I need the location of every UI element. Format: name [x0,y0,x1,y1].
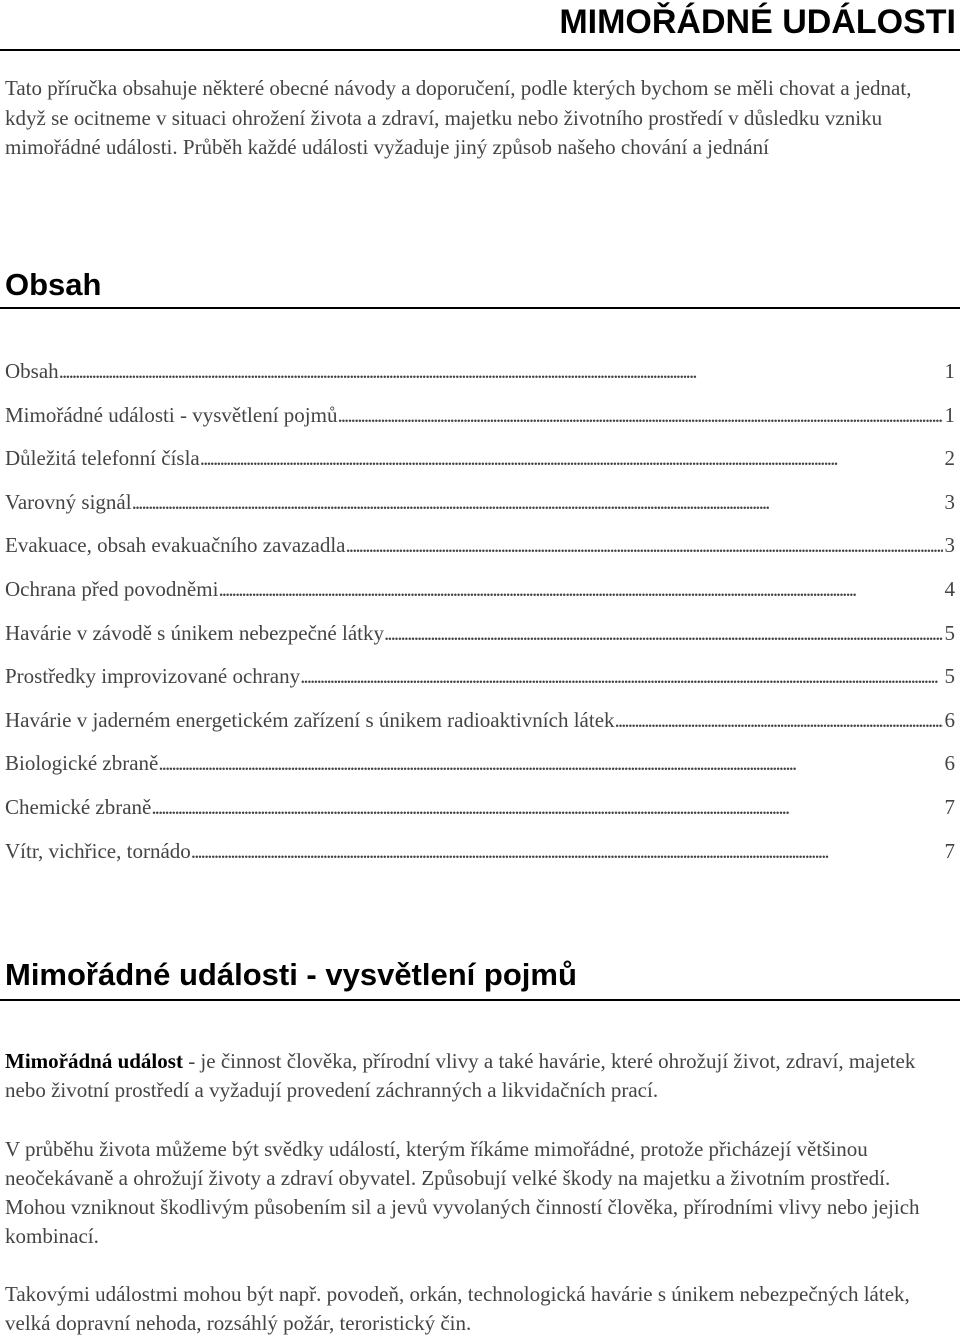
toc-heading-divider [0,307,960,309]
document-title: MIMOŘÁDNÉ UDÁLOSTI [559,3,956,41]
toc-item-leader [151,792,942,822]
toc-item[interactable] [5,661,955,705]
toc-item-page: 6 [944,751,955,776]
toc-item[interactable] [5,792,955,836]
toc-item-label: Havárie v závodě s únikem nebezpečné látky [5,620,384,645]
toc-item-page: 3 [944,533,955,558]
toc-item-label: Biologické zbraně [5,751,159,776]
section-heading: Mimořádné události - vysvětlení pojmů [5,957,577,992]
section-heading-divider [0,999,960,1001]
toc-item-label: Mimořádné události - vysvětlení pojmů [5,402,338,427]
toc-item-page: 5 [944,664,955,689]
toc-item-leader [191,836,943,866]
toc-item[interactable] [5,748,955,792]
toc-item-leader [132,487,943,517]
toc-item-label: Evakuace, obsah evakuačního zavazadla [5,533,346,558]
toc-item-label: Vítr, vichřice, tornádo [5,838,191,863]
toc-heading: Obsah [5,267,102,302]
title-divider [0,49,960,51]
table-of-contents [5,356,955,879]
toc-item-leader [300,661,942,691]
toc-item-page: 1 [944,402,955,427]
intro-paragraph: Tato příručka obsahuje některé obecné návody a doporučení, podle kterých bychom se měli chovat a jednat, když se ocitneme v situaci ohrožení života a zdraví, majetku nebo životního prostředí v důsledku vzniku mimořádné události. Průběh každé události vyžaduje jiný způsob našeho chování a jednání [5,76,912,159]
toc-item[interactable] [5,530,955,574]
definition-text: - je činnost člověka, přírodní vlivy a také havárie, které ohrožují život, zdraví, majetek nebo životní prostředí a vyžadují provedení záchranných a likvidačních prací. [5,1049,916,1102]
toc-item[interactable] [5,618,955,662]
toc-item-page: 1 [944,359,955,383]
toc-item-leader [337,400,942,430]
toc-item-page: 7 [944,838,955,863]
toc-item-label: Prostředky improvizované ochrany [5,664,301,689]
toc-item-label: Obsah [5,359,59,383]
toc-item[interactable] [5,400,955,444]
toc-item[interactable] [5,443,955,487]
toc-item-page: 5 [944,620,955,645]
toc-item[interactable] [5,574,955,618]
definition-term: Mimořádná událost [5,1049,183,1073]
toc-item-page: 3 [944,489,955,514]
toc-item-leader [384,618,943,648]
toc-item-label: Varovný signál [5,489,132,514]
toc-item[interactable] [5,705,955,749]
toc-item-page: 2 [944,446,955,471]
toc-item-page: 6 [944,707,955,732]
toc-item-leader [345,530,942,560]
toc-item[interactable] [5,356,955,400]
toc-item-label: Důležitá telefonní čísla [5,446,200,471]
toc-item-leader [615,705,943,735]
body-paragraph: V průběhu života můžeme být svědky událostí, kterým říkáme mimořádné, protože přicházejí většinou neočekávaně a ohrožují životy a zdraví obyvatel. Způsobují velké škody na majetku a životním prostředí. Mohou vzniknout škodlivým působením sil a jevů vyvolaných činností člověka, přírodními vlivy nebo jejich kombinací. [5,1137,920,1248]
toc-item-leader [200,443,943,473]
definition-paragraph [5,1047,955,1105]
body-paragraph: Takovými událostmi mohou být např. povodeň, orkán, technologická havárie s únikem nebezpečných látek, velká dopravní nehoda, rozsáhlý požár, teroristický čin. [5,1282,910,1335]
toc-item-page: 4 [944,576,955,601]
toc-item-leader [218,574,942,604]
toc-item-label: Havárie v jaderném energetickém zařízení s únikem radioaktivních látek [5,707,615,732]
toc-item-leader [158,748,942,778]
toc-item[interactable] [5,487,955,531]
toc-item-page: 7 [944,794,955,819]
toc-item-leader [59,356,943,386]
toc-item-label: Chemické zbraně [5,794,152,819]
toc-item[interactable] [5,836,955,880]
toc-item-label: Ochrana před povodněmi [5,576,219,601]
